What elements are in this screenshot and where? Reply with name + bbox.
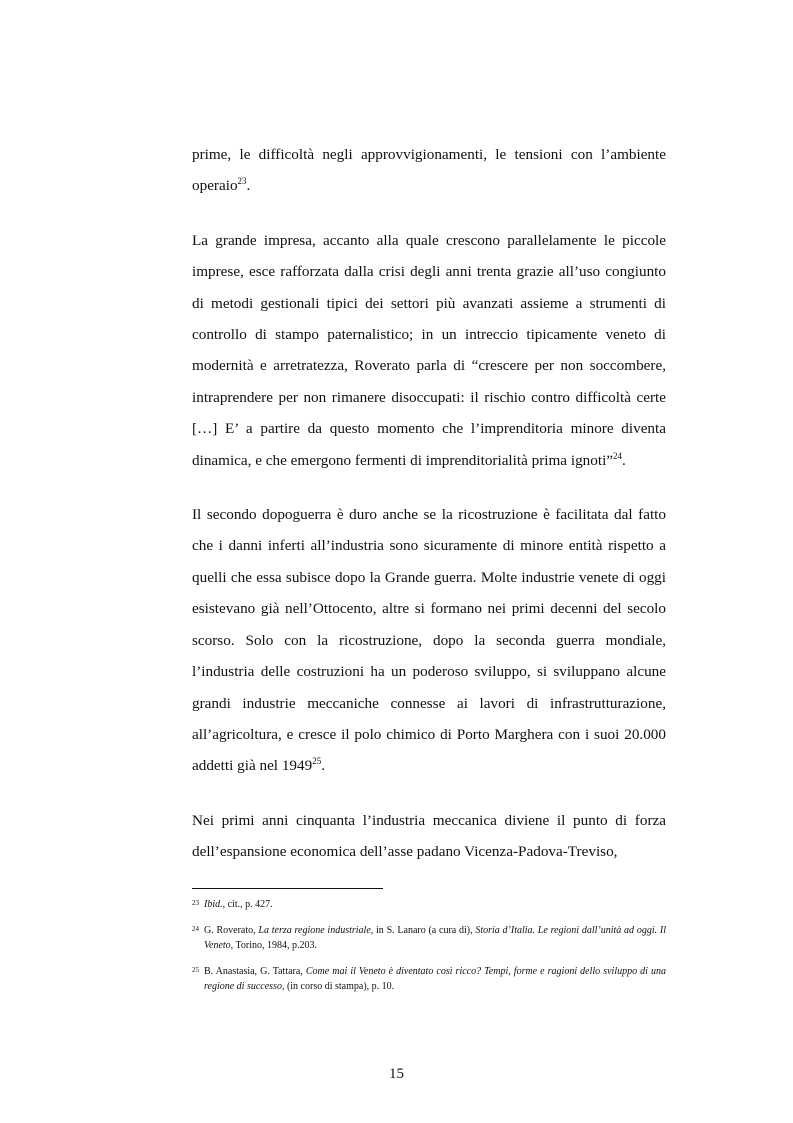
footnote-text: B. Anastasia, G. Tattara, (204, 965, 306, 977)
footnote-text: G. Roverato, (204, 924, 259, 936)
paragraph-1-tail: . (246, 177, 251, 195)
footnote-title: La terza regione industriale (258, 924, 371, 936)
footnote-number: 25 (192, 965, 199, 974)
footnote-separator (192, 888, 383, 889)
footnote-text: , (in corso di stampa), p. 10. (281, 981, 395, 992)
main-text (192, 139, 666, 891)
paragraph-4 (192, 805, 666, 868)
footnote-text: , cit., p. 427. (222, 899, 273, 910)
footnote-ref-24[interactable]: 24 (613, 450, 623, 461)
paragraph-1 (192, 139, 666, 202)
footnote-title: Ibid. (204, 899, 223, 910)
footnote-24 (192, 923, 666, 954)
footnote-23 (192, 897, 666, 913)
paragraph-2 (192, 225, 666, 476)
paragraph-2-tail: . (622, 451, 626, 469)
footnotes (192, 897, 666, 1005)
footnote-25 (192, 964, 666, 995)
footnote-text: , Torino, 1984, p.203. (230, 940, 317, 951)
paragraph-3-text: Il secondo dopoguerra è duro anche se la ricostruzione è facilitata dal fatto che i danni inferti all’industria sono sicuramente di minore entità rispetto a quelli che essa subisce dopo la Grande guerra. Molte industrie venete di oggi esistevano già nell’Ottocento, altre si formano nei primi decenni del secolo scorso. Solo con la ricostruzione, dopo la seconda guerra mondiale, l’industria delle costruzioni ha un poderoso sviluppo, si sviluppano alcune grandi industrie meccaniche connesse ai lavori di infrastrutturazione, all’agricoltura, e cresce il polo chimico di Porto Marghera con i suoi 20.000 addetti già nel 1949 (192, 506, 666, 775)
paragraph-3-tail: . (321, 757, 325, 775)
paragraph-3 (192, 499, 666, 782)
footnote-text: , in S. Lanaro (a cura di), (370, 924, 476, 936)
footnote-ref-23[interactable]: 23 (237, 176, 247, 187)
footnote-number: 24 (192, 924, 199, 933)
footnote-title: Storia d’Italia. Le regioni dall’unità ad oggi. Il Veneto (204, 924, 666, 951)
paragraph-4-text: Nei primi anni cinquanta l’industria meccanica diviene il punto di forza dell’espansione economica dell’asse padano Vicenza-Padova-Treviso, (192, 811, 666, 861)
paragraph-2-text: La grande impresa, accanto alla quale crescono parallelamente le piccole imprese, esce rafforzata dalla crisi degli anni trenta grazie all’uso congiunto di metodi gestionali tipici dei settori più avanzati assieme a strumenti di controllo di stampo paternalistico; in un intreccio tipicamente veneto di modernità e arretratezza, Roverato parla di “crescere per non soccombere, intraprendere per non rimanere disoccupati: il rischio contro difficoltà certe […] E’ a partire da questo momento che l’imprenditoria minore diventa dinamica, e che emergono fermenti di imprenditorialità prima ignoti” (192, 231, 666, 469)
page-number: 15 (389, 1066, 404, 1082)
paragraph-1-text: prime, le difficoltà negli approvvigionamenti, le tensioni con l’ambiente operaio (192, 146, 666, 195)
footnote-title: Come mai il Veneto è diventato così ricco? Tempi, forme e ragioni dello sviluppo di una regione di successo (204, 965, 666, 992)
footnote-number: 23 (192, 899, 199, 907)
footnote-ref-25[interactable]: 25 (312, 756, 322, 767)
